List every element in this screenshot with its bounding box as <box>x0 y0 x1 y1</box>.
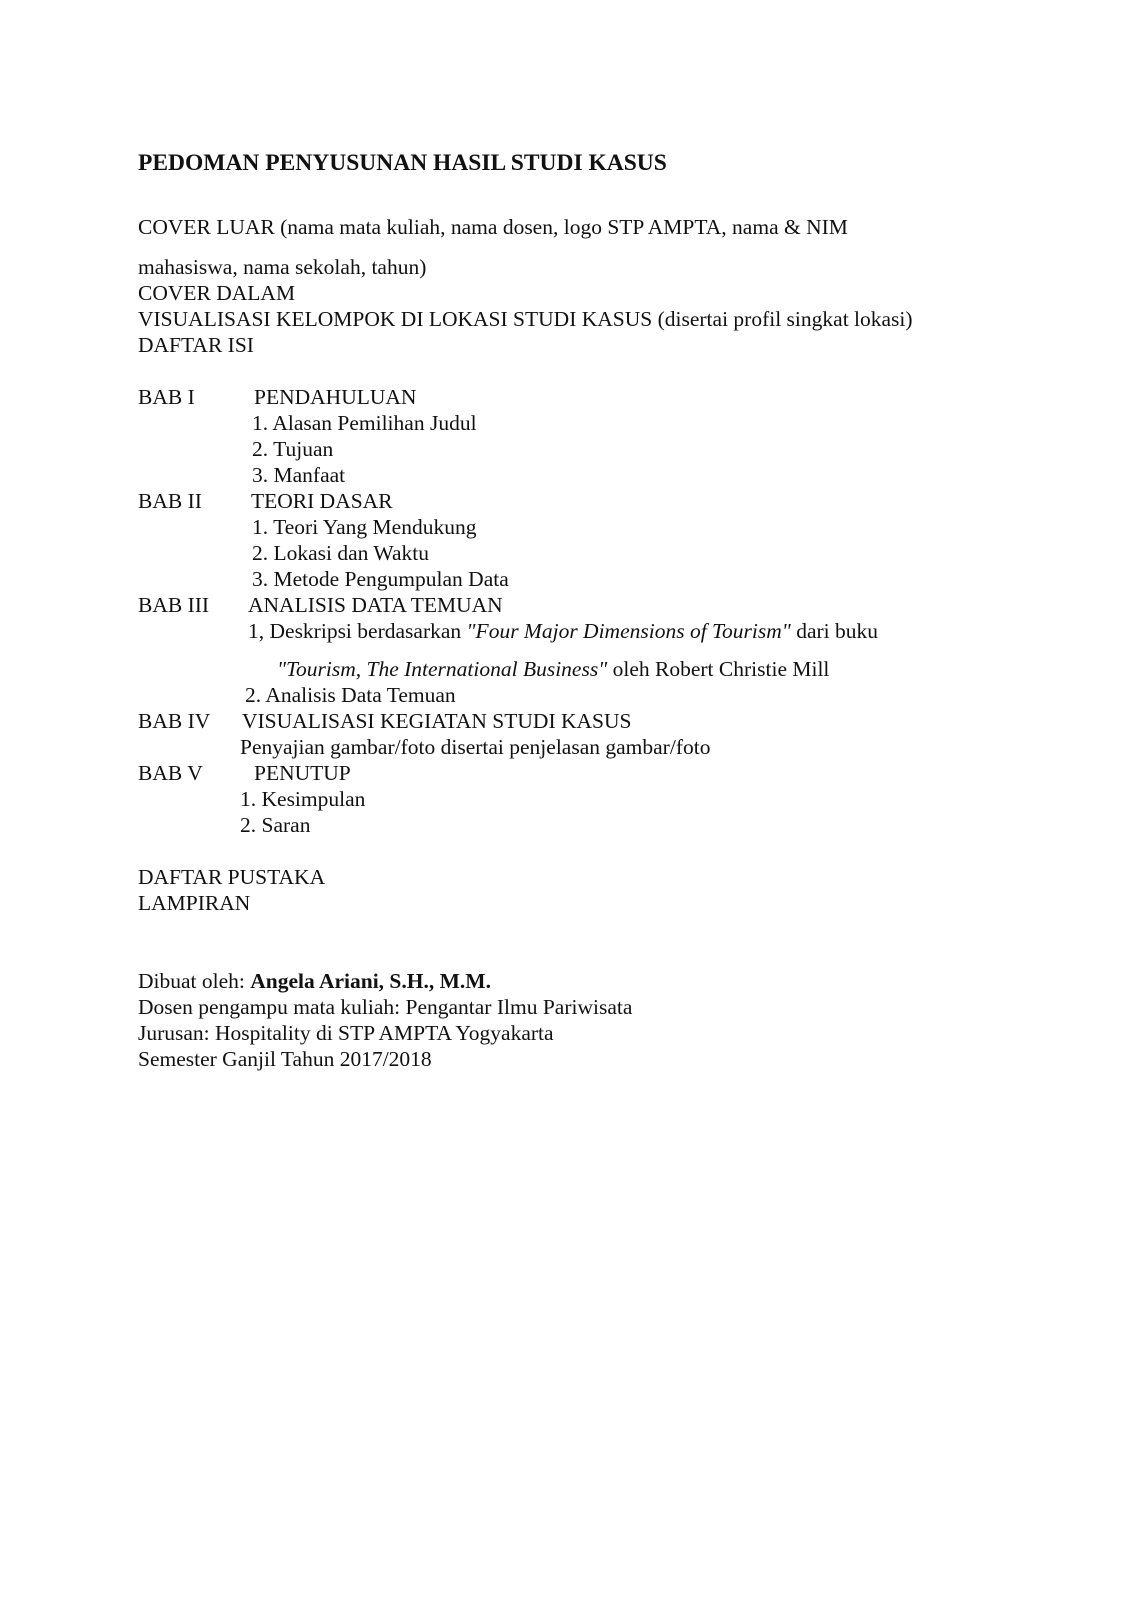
cover-dalam: COVER DALAM <box>138 281 296 305</box>
bab-2-item: 2. Lokasi dan Waktu <box>252 541 430 565</box>
bab-4-label: BAB IV <box>138 709 211 733</box>
lampiran: LAMPIRAN <box>138 891 251 915</box>
bab-3-heading: ANALISIS DATA TEMUAN <box>248 593 503 617</box>
bab-1-label: BAB I <box>138 385 195 409</box>
bab-2-label: BAB II <box>138 489 202 513</box>
daftar-isi: DAFTAR ISI <box>138 333 254 357</box>
cover-luar-line-1: COVER LUAR (nama mata kuliah, nama dosen, logo STP AMPTA, nama & NIM <box>138 215 848 239</box>
bab-1-item: 2. Tujuan <box>252 437 334 461</box>
bab-3-item-1-prefix: 1, Deskripsi berdasarkan <box>248 619 467 643</box>
bab-3-item-2: 2. Analisis Data Temuan <box>245 683 456 707</box>
bab-3-book-author: oleh Robert Christie Mill <box>607 657 830 681</box>
bab-3-item-1-book-dimensions: "Four Major Dimensions of Tourism" <box>466 619 791 643</box>
bab-4-heading: VISUALISASI KEGIATAN STUDI KASUS <box>242 709 632 733</box>
daftar-pustaka: DAFTAR PUSTAKA <box>138 865 326 889</box>
bab-2-heading: TEORI DASAR <box>251 489 393 513</box>
bab-3-label: BAB III <box>138 593 210 617</box>
bab-5-label: BAB V <box>138 761 203 785</box>
jurusan-line: Jurusan: Hospitality di STP AMPTA Yogyakarta <box>138 1021 554 1045</box>
bab-1-item: 1. Alasan Pemilihan Judul <box>252 411 477 435</box>
bab-1-heading: PENDAHULUAN <box>254 385 417 409</box>
bab-1-item: 3. Manfaat <box>252 463 346 487</box>
bab-3-item-1-continuation <box>277 656 829 682</box>
bab-3-item-1-suffix: dari buku <box>790 619 878 643</box>
bab-5-heading: PENUTUP <box>254 761 351 785</box>
semester-line: Semester Ganjil Tahun 2017/2018 <box>138 1047 432 1071</box>
bab-5-item: 2. Saran <box>240 813 311 837</box>
cover-luar-line-2: mahasiswa, nama sekolah, tahun) <box>138 255 427 279</box>
document-title: PEDOMAN PENYUSUNAN HASIL STUDI KASUS <box>138 150 667 176</box>
made-by-line <box>138 968 491 994</box>
bab-3-book-title: "Tourism, The International Business" <box>277 657 608 681</box>
author-name: Angela Ariani, S.H., M.M. <box>250 969 491 993</box>
bab-2-item: 3. Metode Pengumpulan Data <box>252 567 509 591</box>
visualisasi-kelompok: VISUALISASI KELOMPOK DI LOKASI STUDI KASUS (disertai profil singkat lokasi) <box>138 307 913 331</box>
bab-3-item-1 <box>248 618 878 644</box>
made-by-label: Dibuat oleh: <box>138 969 251 993</box>
bab-5-item: 1. Kesimpulan <box>240 787 366 811</box>
dosen-line: Dosen pengampu mata kuliah: Pengantar Ilmu Pariwisata <box>138 995 633 1019</box>
bab-4-description: Penyajian gambar/foto disertai penjelasan gambar/foto <box>240 735 711 759</box>
bab-2-item: 1. Teori Yang Mendukung <box>252 515 477 539</box>
